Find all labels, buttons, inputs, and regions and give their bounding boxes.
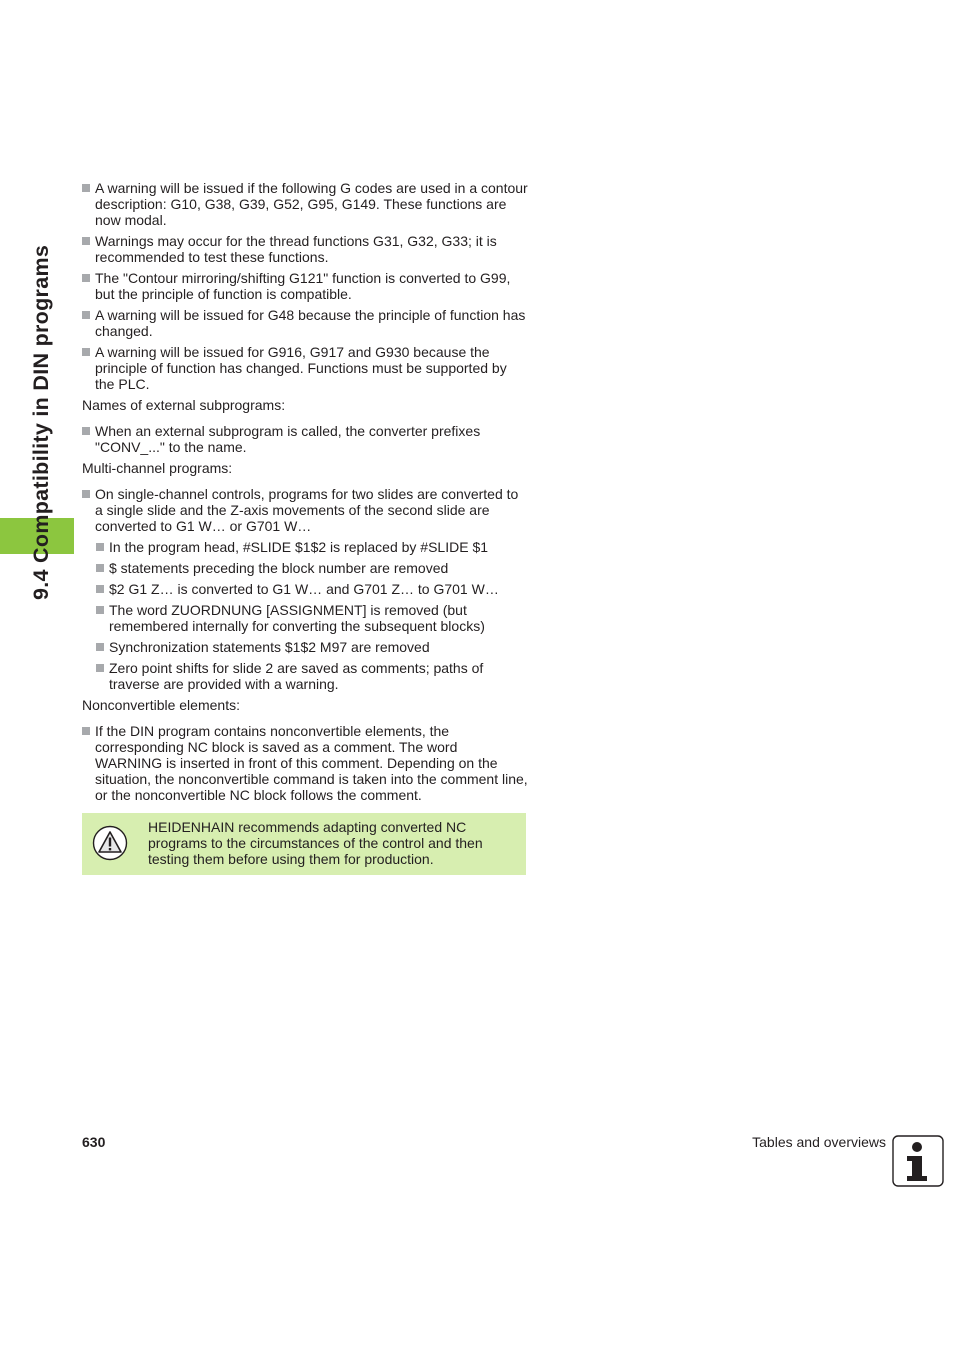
bullet-square-icon — [82, 490, 90, 498]
bullet-square-icon — [82, 237, 90, 245]
bullet-square-icon — [96, 564, 104, 572]
page-number: 630 — [82, 1134, 106, 1150]
list-item: A warning will be issued for G916, G917 and G930 because the principle of function has changed. Functions must be supported by the PLC. — [82, 344, 528, 392]
list-item: The "Contour mirroring/shifting G121" function is converted to G99, but the principle of function is compatible. — [82, 270, 528, 302]
list-item: On single-channel controls, programs for two slides are converted to a single slide and the Z-axis movements of the second slide are converted to G1 W… or G701 W… — [82, 486, 528, 534]
sub-list-item: $ statements preceding the block number are removed — [96, 560, 528, 576]
list-item: A warning will be issued if the following G codes are used in a contour description: G10, G38, G39, G52, G95, G149. These functions are now modal. — [82, 180, 528, 228]
warning-triangle-icon — [92, 825, 128, 861]
footer-section-title: Tables and overviews — [752, 1134, 886, 1150]
bullet-square-icon — [96, 606, 104, 614]
sub-list-item: $2 G1 Z… is converted to G1 W… and G701 Z… to G701 W… — [96, 581, 528, 597]
sub-list-item: Zero point shifts for slide 2 are saved as comments; paths of traverse are provided with a warning. — [96, 660, 528, 692]
bullet-square-icon — [82, 427, 90, 435]
list-item: Warnings may occur for the thread functions G31, G32, G33; it is recommended to test these functions. — [82, 233, 528, 265]
bullet-square-icon — [96, 543, 104, 551]
sub-list-item: Synchronization statements $1$2 M97 are removed — [96, 639, 528, 655]
list-item: When an external subprogram is called, the converter prefixes "CONV_..." to the name. — [82, 423, 528, 455]
main-content — [82, 180, 528, 875]
external-subprograms-heading: Names of external subprograms: — [82, 397, 286, 413]
bullet-square-icon — [96, 585, 104, 593]
list-item: A warning will be issued for G48 because the principle of function has changed. — [82, 307, 528, 339]
bullet-square-icon — [82, 184, 90, 192]
bullet-square-icon — [82, 727, 90, 735]
bullet-square-icon — [96, 664, 104, 672]
bullet-square-icon — [82, 274, 90, 282]
warning-note-box — [82, 813, 526, 875]
sub-list-item: The word ZUORDNUNG [ASSIGNMENT] is removed (but remembered internally for converting the subsequent blocks) — [96, 602, 528, 634]
note-text: HEIDENHAIN recommends adapting converted NC programs to the circumstances of the control and then testing them before using them for production. — [148, 819, 483, 867]
bullet-square-icon — [82, 348, 90, 356]
section-side-title: 9.4 Compatibility in DIN programs — [29, 244, 53, 600]
sub-list-item: In the program head, #SLIDE $1$2 is replaced by #SLIDE $1 — [96, 539, 528, 555]
nonconvertible-heading: Nonconvertible elements: — [82, 697, 240, 713]
info-icon — [892, 1135, 944, 1187]
bullet-square-icon — [82, 311, 90, 319]
bullet-square-icon — [96, 643, 104, 651]
multichannel-heading: Multi-channel programs: — [82, 460, 233, 476]
list-item: If the DIN program contains nonconvertible elements, the corresponding NC block is saved as a comment. The word WARNING is inserted in front of this comment. Depending on the situation, the nonconvertible command is taken into the comment line, or the nonconvertible NC block follows the comment. — [82, 723, 528, 803]
